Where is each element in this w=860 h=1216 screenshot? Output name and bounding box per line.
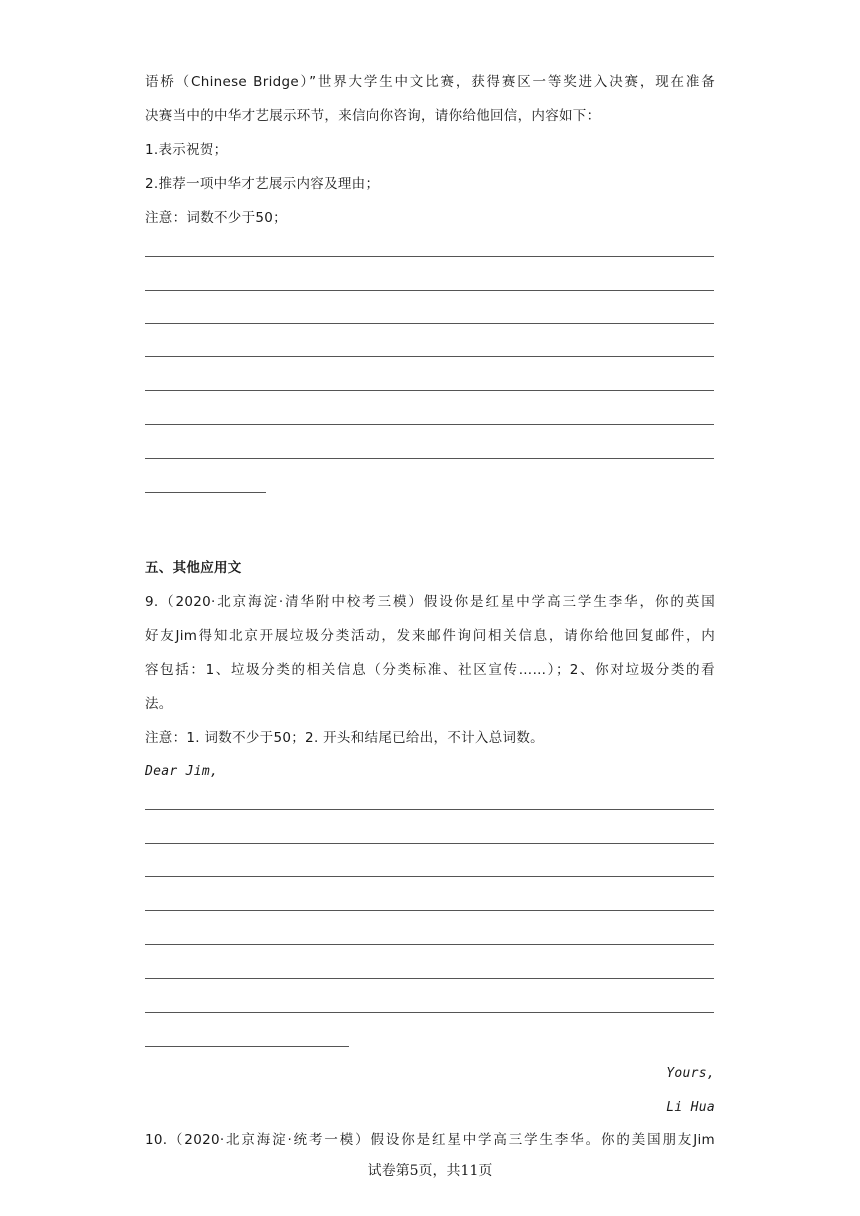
page-footer: 试卷第5页，共11页	[367, 1163, 493, 1179]
q9-text-line-1: 9.（2020·北京海淀·清华附中校考三模）假设你是红星中学高三学生李华，你的英国	[145, 594, 715, 610]
answer-line[interactable]	[145, 910, 714, 911]
answer-line[interactable]	[145, 323, 714, 324]
letter-closing: Yours,	[666, 1066, 715, 1081]
answer-line-short[interactable]	[145, 1046, 349, 1047]
answer-line[interactable]	[145, 356, 714, 357]
answer-line[interactable]	[145, 390, 714, 391]
answer-line[interactable]	[145, 876, 714, 877]
answer-line[interactable]	[145, 978, 714, 979]
answer-line[interactable]	[145, 809, 714, 810]
answer-line[interactable]	[145, 256, 714, 257]
q8-text-line-2: 决赛当中的中华才艺展示环节，来信向你咨询，请你给他回信，内容如下：	[145, 108, 601, 124]
answer-line[interactable]	[145, 290, 714, 291]
q9-text-line-2: 好友Jim得知北京开展垃圾分类活动，发来邮件询问相关信息，请你给他回复邮件，内	[145, 628, 715, 644]
answer-line[interactable]	[145, 944, 714, 945]
q8-note: 注意：词数不少于50；	[145, 210, 287, 226]
section-heading: 五、其他应用文	[145, 560, 242, 576]
q8-text-line-1: 语桥（Chinese Bridge）”世界大学生中文比赛，获得赛区一等奖进入决赛，现在准备	[145, 74, 715, 90]
answer-line[interactable]	[145, 424, 714, 425]
answer-line[interactable]	[145, 843, 714, 844]
q10-text-line-1: 10.（2020·北京海淀·统考一模）假设你是红星中学高三学生李华。你的美国朋友Jim	[145, 1132, 715, 1148]
q8-point-1: 1.表示祝贺；	[145, 142, 228, 158]
answer-line[interactable]	[145, 1012, 714, 1013]
q9-text-line-4: 法。	[145, 696, 173, 712]
letter-signature: Li Hua	[666, 1100, 715, 1115]
q9-note: 注意：1. 词数不少于50；2. 开头和结尾已给出，不计入总词数。	[145, 730, 544, 746]
answer-line[interactable]	[145, 458, 714, 459]
q9-text-line-3: 容包括：1、垃圾分类的相关信息（分类标准、社区宣传……）；2、你对垃圾分类的看	[145, 662, 715, 678]
letter-salutation: Dear Jim,	[145, 764, 219, 779]
answer-line-short[interactable]	[145, 492, 266, 493]
q8-point-2: 2.推荐一项中华才艺展示内容及理由；	[145, 176, 380, 192]
